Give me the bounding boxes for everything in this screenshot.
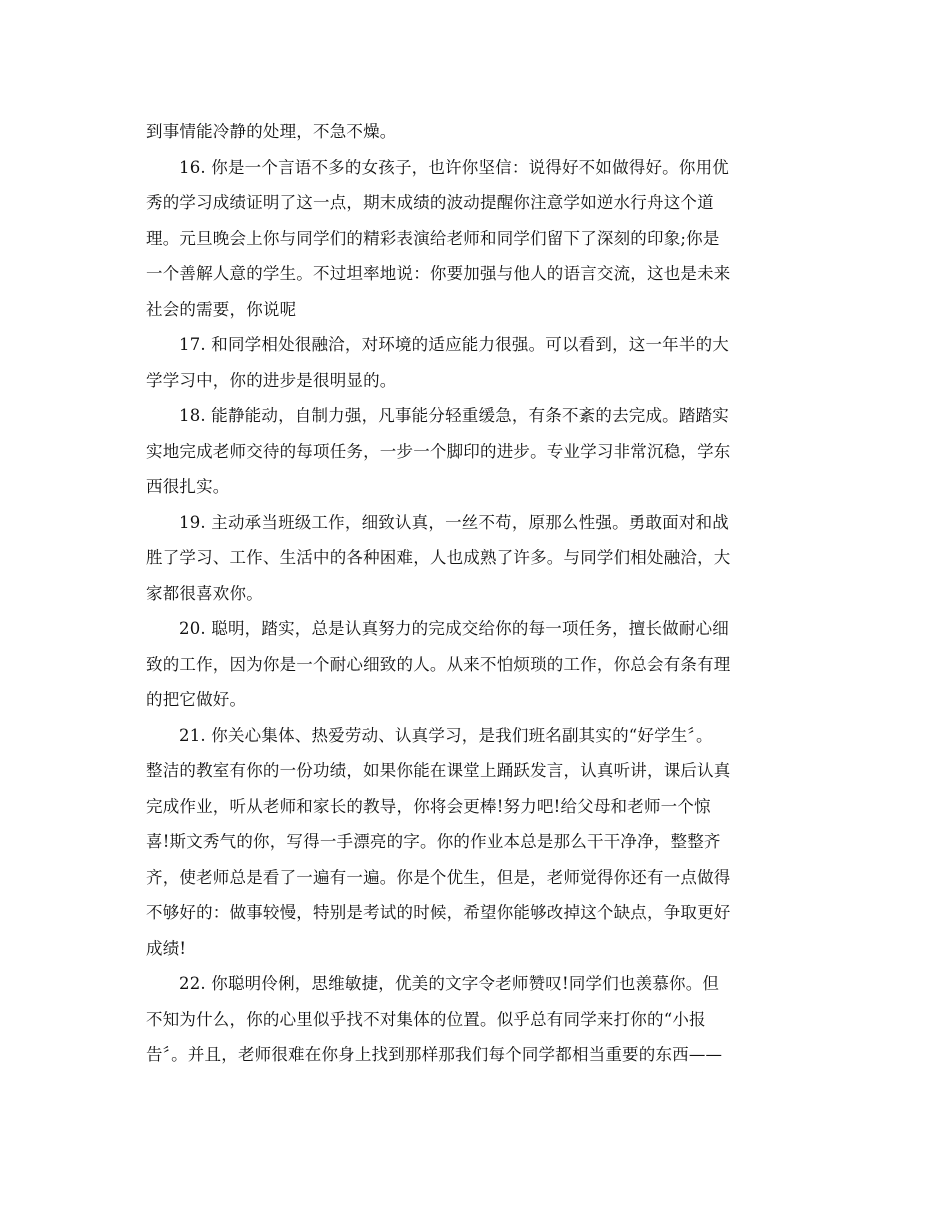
paragraph-17 — [146, 327, 806, 398]
text-line: 致的工作，因为你是一个耐心细致的人。从来不怕烦琐的工作，你总会有条有理 — [146, 654, 731, 674]
text-line: 社会的需要，你说呢 — [146, 299, 297, 319]
text-line: 成绩! — [146, 938, 187, 958]
text-line: 告〞。并且，老师很难在你身上找到那样那我们每个同学都相当重要的东西—— — [146, 1045, 723, 1064]
text-line: 实地完成老师交待的每项任务，一步一个脚印的进步。专业学习非常沉稳，学东 — [146, 441, 731, 461]
text-line: 学学习中，你的进步是很明显的。 — [146, 370, 397, 390]
paragraph-20 — [146, 611, 806, 718]
paragraph-21 — [146, 718, 806, 967]
paragraph-16 — [146, 150, 806, 328]
text-line: 17. 和同学相处很融洽，对环境的适应能力很强。可以看到，这一年半的大 — [179, 335, 729, 354]
text-line: 家都很喜欢你。 — [146, 583, 263, 603]
text-line: 喜!斯文秀气的你，写得一手漂亮的字。你的作业本总是那么干干净净，整整齐 — [146, 832, 721, 851]
text-line: 20. 聪明，踏实，总是认真努力的完成交给你的每一项任务，擅长做耐心细 — [179, 619, 729, 638]
paragraph-18 — [146, 398, 806, 505]
paragraph-19 — [146, 505, 806, 612]
text-line: 整洁的教室有你的一份功绩，如果你能在课堂上踊跃发言，认真听讲，课后认真 — [146, 761, 731, 780]
paragraph-22 — [146, 966, 806, 1073]
text-line: 完成作业，听从老师和家长的教导，你将会更棒!努力吧!给父母和老师一个惊 — [146, 796, 711, 816]
text-line: 22. 你聪明伶俐，思维敏捷，优美的文字令老师赞叹!同学们也羡慕你。但 — [179, 974, 720, 993]
text-line: 一个善解人意的学生。不过坦率地说：你要加强与他人的语言交流，这也是未来 — [146, 264, 731, 283]
text-line: 21. 你关心集体、热爱劳动、认真学习，是我们班名副其实的“好学生〞。 — [179, 725, 713, 745]
text-line: 理。元旦晚会上你与同学们的精彩表演给老师和同学们留下了深刻的印象;你是 — [146, 228, 720, 248]
text-line: 18. 能静能动，自制力强，凡事能分轻重缓急，有条不紊的去完成。踏踏实 — [179, 406, 729, 425]
text-line: 齐，使老师总是看了一遍有一遍。你是个优生，但是，老师觉得你还有一点做得 — [146, 867, 731, 887]
text-line: 不知为什么，你的心里似乎找不对集体的位置。似乎总有同学来打你的“小报 — [146, 1009, 706, 1029]
text-line: 16. 你是一个言语不多的女孩子，也许你坚信：说得好不如做得好。你用优 — [179, 157, 729, 177]
text-line: 的把它做好。 — [146, 690, 247, 709]
text-line: 胜了学习、工作、生活中的各种困难，人也成熟了许多。与同学们相处融洽，大 — [146, 548, 731, 567]
text-line: 不够好的：做事较慢，特别是考试的时候，希望你能够改掉这个缺点，争取更好 — [146, 903, 731, 922]
text-line: 西很扎实。 — [146, 477, 230, 496]
document-page — [146, 114, 806, 1073]
paragraph-continuation — [146, 114, 806, 150]
text-line: 到事情能冷静的处理，不急不燥。 — [146, 122, 397, 141]
text-line: 19. 主动承当班级工作，细致认真，一丝不苟，原那么性强。勇敢面对和战 — [179, 512, 729, 532]
text-line: 秀的学习成绩证明了这一点，期末成绩的波动提醒你注意学如逆水行舟这个道 — [146, 193, 714, 212]
